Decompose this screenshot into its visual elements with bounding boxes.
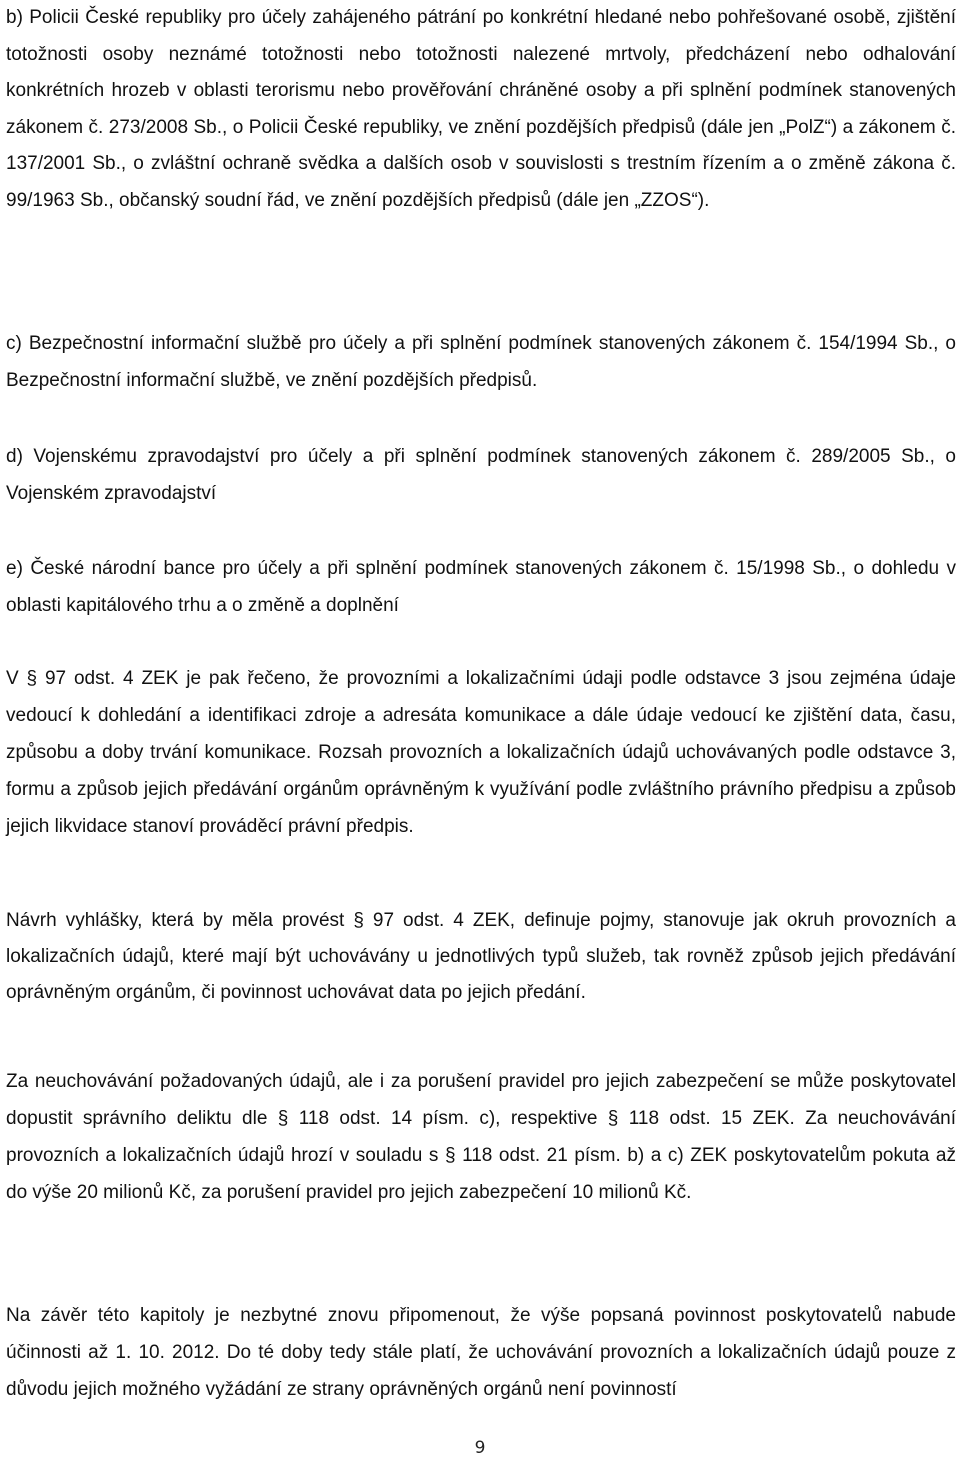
paragraph-police: b) Policii České republiky pro účely zahájeného pátrání po konkrétní hledané nebo pohřešované osobě, zjištění totožnosti osoby neznámé totožnosti nebo totožnosti nalezené mrtvoly, předcházení nebo odhalování konkrétních hrozeb v oblasti terorismu nebo prověřování chráněné osoby a při splnění podmínek stanovených zákonem č. 273/2008 Sb., o Policii České republiky, ve znění pozdějších předpisů (dále jen „PolZ“) a zákonem č. 137/2001 Sb., o zvláštní ochraně svědka a dalších osob v souvislosti s trestním řízením a o změně zákona č. 99/1963 Sb., občanský soudní řád, ve znění pozdějších předpisů (dále jen „ZZOS“). [6,7,956,211]
paragraph-administrative-offence: Za neuchovávání požadovaných údajů, ale i za porušení pravidel pro jejich zabezpečení se může poskytovatel dopustit správního deliktu dle § 118 odst. 14 písm. c), respektive § 118 odst. 15 ZEK. Za neuchovávání provozních a lokalizačních údajů hrozí v souladu s § 118 odst. 21 písm. b) a c) ZEK poskytovatelům pokuta až do výše 20 milionů Kč, za porušení pravidel pro jejich zabezpečení 10 milionů Kč. [6,1071,956,1203]
paragraph-conclusion: Na závěr této kapitoly je nezbytné znovu připomenout, že výše popsaná povinnost poskytovatelů nabude účinnosti až 1. 10. 2012. Do té doby tedy stále platí, že uchovávání provozních a lokalizačních údajů pouze z důvodu jejich možného vyžádání ze strany oprávněných orgánů není povinností [6,1305,956,1400]
paragraph-military-intelligence: d) Vojenskému zpravodajství pro účely a při splnění podmínek stanovených zákonem č. 289/2005 Sb., o Vojenském zpravodajství [6,446,956,504]
page-number: 9 [474,1438,486,1458]
paragraph-bis: c) Bezpečnostní informační službě pro účely a při splnění podmínek stanovených zákonem č. 154/1994 Sb., o Bezpečnostní informační službě, ve znění pozdějších předpisů. [6,333,956,391]
paragraph-zek-97-4: V § 97 odst. 4 ZEK je pak řečeno, že provozními a lokalizačními údaji podle odstavce 3 jsou zejména údaje vedoucí k dohledání a identifikaci zdroje a adresáta komunikace a dále údaje vedoucí ke zjištění data, času, způsobu a doby trvání komunikace. Rozsah provozních a lokalizačních údajů uchovávaných podle odstavce 3, formu a způsob jejich předávání orgánům oprávněným k využívání podle zvláštního právního předpisu a způsob jejich likvidace stanoví prováděcí právní předpis. [6,668,956,837]
paragraph-draft-decree: Návrh vyhlášky, která by měla provést § 97 odst. 4 ZEK, definuje pojmy, stanovuje jak okruh provozních a lokalizačních údajů, které mají být uchovávány u jednotlivých typů služeb, tak rovněž způsob jejich předávání oprávněným orgánům, či povinnost uchovávat data po jejich předání. [6,910,956,1003]
paragraph-cnb: e) České národní bance pro účely a při splnění podmínek stanovených zákonem č. 15/1998 Sb., o dohledu v oblasti kapitálového trhu a o změně a doplnění [6,558,956,616]
